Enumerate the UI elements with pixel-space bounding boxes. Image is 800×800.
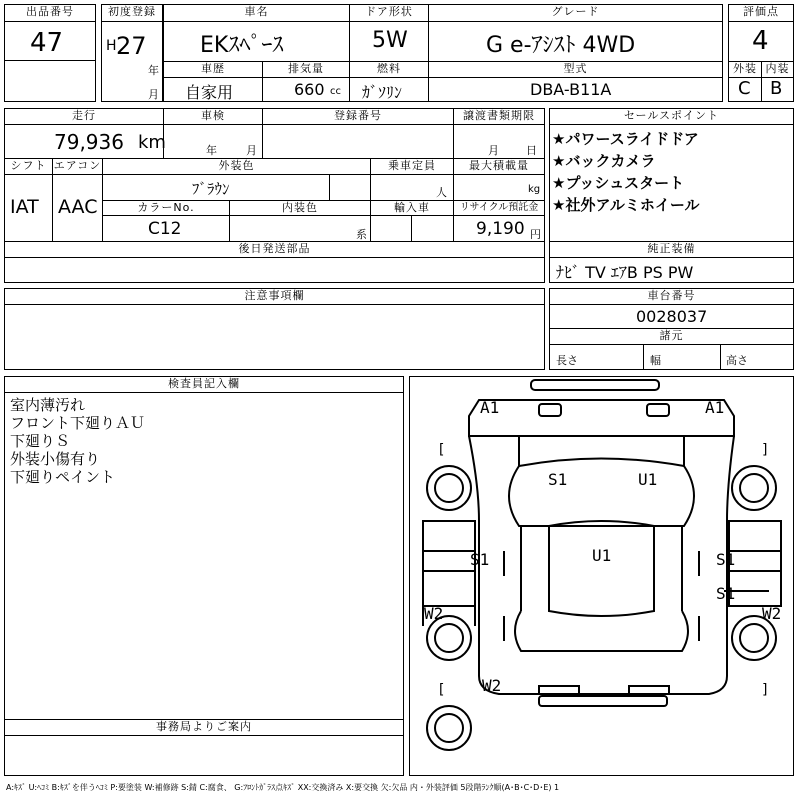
svg-text:[: [: [437, 442, 446, 458]
inspector-notes: [10, 396, 145, 486]
dimensions-label: 諸元: [549, 328, 794, 345]
legend-text: A:ｷｽﾞ U:ﾍｺﾐ B:ｷｽﾞを伴うﾍｺﾐ P:要塗装 W:補修跡 S:錆 C:腐食、 G:ﾌﾛﾝﾄｶﾞﾗｽ点ｷｽﾞ XX:交換済み X:要交換 欠:欠品 内・外装評価 5段階ﾗﾝｸ順(A･B･C･D･E) 1: [6, 783, 560, 792]
sales-points-label: セールスポイント: [549, 108, 794, 125]
displacement-value: 660: [294, 80, 325, 99]
history-label: 車歴: [163, 61, 263, 78]
displacement-label: 排気量: [262, 61, 350, 78]
sales-points-list: [552, 128, 700, 216]
mark-right-rear-wheel: W2: [762, 604, 782, 623]
capacity-label: 乗車定員: [370, 158, 454, 175]
chassis-value: 0028037: [636, 307, 708, 326]
dimension-height: 高さ: [726, 354, 748, 367]
mark-right-front-door: S1: [716, 550, 736, 569]
mileage-unit: km: [138, 132, 166, 153]
int-color-label: 内装色: [229, 200, 371, 216]
mileage-label: 走行: [4, 108, 164, 125]
car-label: 車名: [163, 4, 350, 22]
transfer-month-unit: 月: [488, 144, 499, 157]
inspector-line: フロント下廻りＡＵ: [10, 414, 146, 432]
displacement-unit: cc: [330, 86, 341, 97]
recycle-label: リサイクル預託金: [453, 200, 545, 216]
inspector-label: 検査員記入欄: [4, 376, 404, 393]
chassis-label: 車台番号: [549, 288, 794, 305]
car-name: EKｽﾍﾟｰｽ: [200, 33, 284, 58]
inspection-month-unit: 月: [246, 144, 257, 157]
color-no-label: カラーNo.: [102, 200, 230, 216]
mark-left-front-door: S1: [470, 550, 490, 569]
aircon-value: AAC: [58, 196, 98, 218]
mark-front-right: A1: [705, 398, 725, 417]
load-label: 最大積載量: [453, 158, 545, 175]
mark-rear-left: W2: [482, 676, 502, 695]
ext-grade-value: C: [738, 78, 751, 99]
grade-value: G e-ｱｼｽﾄ 4WD: [486, 33, 636, 58]
mileage-value: 79,936: [54, 130, 124, 154]
door-value: 5W: [372, 28, 408, 53]
reg-era: H: [106, 38, 117, 54]
transfer-day-unit: 日: [526, 144, 537, 157]
score-value: 4: [752, 26, 769, 56]
shift-label: シフト: [4, 158, 53, 175]
inspection-year-unit: 年: [206, 144, 217, 157]
inspector-line: 外装小傷有り: [10, 450, 101, 468]
inspector-line: 下廻りペイント: [10, 468, 116, 486]
grade-label: グレード: [428, 4, 723, 22]
model-value: DBA-B11A: [530, 80, 612, 99]
equipment-value: ﾅﾋﾞ TV ｴｱB PS PW: [556, 263, 694, 282]
mark-left-rear-wheel: W2: [424, 604, 444, 623]
import-label: 輸入車: [370, 200, 454, 216]
reg-month-unit: 月: [148, 88, 159, 101]
lot-label: 出品番号: [4, 4, 96, 22]
score-label: 評価点: [728, 4, 794, 22]
sales-point-item: ★プッシュスタート: [552, 174, 685, 192]
int-grade-value: B: [770, 78, 783, 99]
load-unit: kg: [528, 184, 541, 195]
shift-value: IAT: [10, 196, 39, 218]
ext-grade-label: 外装: [728, 61, 762, 78]
svg-text:]: ]: [761, 682, 770, 698]
sales-point-item: ★社外アルミホイール: [552, 196, 700, 214]
recycle-value: 9,190: [476, 219, 525, 239]
office-label: 事務局よりご案内: [4, 719, 404, 736]
mark-right-rear-door: S1: [716, 584, 736, 603]
svg-text:[: [: [437, 682, 446, 698]
aircon-label: エアコン: [52, 158, 103, 175]
inspector-line: 室内薄汚れ: [10, 396, 86, 414]
reg-year: 27: [116, 32, 147, 60]
color-no-value: C12: [148, 219, 182, 239]
capacity-unit: 人: [436, 186, 447, 199]
int-color-unit: 系: [356, 228, 367, 241]
int-grade-label: 内装: [761, 61, 794, 78]
sales-point-item: ★バックカメラ: [552, 152, 656, 170]
model-label: 型式: [428, 61, 723, 78]
transfer-label: 譲渡書類期限: [453, 108, 545, 125]
reg-label: 初度登録: [101, 4, 163, 22]
plate-label: 登録番号: [262, 108, 454, 125]
inspection-label: 車検: [163, 108, 263, 125]
car-diagram: [409, 376, 794, 776]
notes-label: 注意事項欄: [4, 288, 545, 305]
dimension-width: 幅: [650, 354, 661, 367]
history-value: 自家用: [185, 83, 234, 102]
lot-number: 47: [30, 28, 64, 58]
mark-hood-left: S1: [548, 470, 568, 489]
mark-front-left: A1: [480, 398, 500, 417]
recycle-unit: 円: [530, 228, 541, 241]
dimension-length: 長さ: [556, 354, 578, 367]
equipment-label: 純正装備: [549, 241, 794, 258]
later-parts-label: 後日発送部品: [4, 241, 545, 258]
fuel-label: 燃料: [349, 61, 429, 78]
sales-point-item: ★パワースライドドア: [552, 130, 699, 148]
inspector-line: 下廻りＳ: [10, 432, 71, 450]
mark-roof: U1: [592, 546, 612, 565]
door-label: ドア形状: [349, 4, 429, 22]
ext-color-value: ﾌﾞﾗｳﾝ: [192, 180, 230, 198]
mark-hood-right: U1: [638, 470, 658, 489]
svg-text:]: ]: [761, 442, 770, 458]
fuel-value: ｶﾞｿﾘﾝ: [362, 83, 403, 102]
reg-year-unit: 年: [148, 64, 159, 77]
ext-color-label: 外装色: [102, 158, 371, 175]
